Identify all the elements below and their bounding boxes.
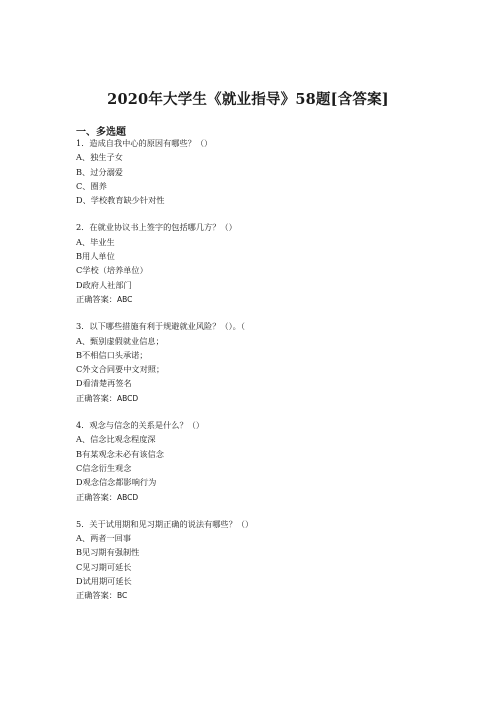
question-stem: 2．在就业协议书上签字的包括哪几方？（） <box>76 222 237 233</box>
correct-answer-value: ABC <box>116 294 133 304</box>
option-d: D、学校教育缺少针对性 <box>76 195 165 206</box>
option-b: B见习期有强制性 <box>76 547 140 558</box>
document-title: 2020年大学生《就业指导》58题[含答案] <box>107 91 389 108</box>
option-d: D试用期可延长 <box>76 576 132 587</box>
option-c: C见习期可延长 <box>76 561 132 572</box>
question-item-1 <box>76 136 456 207</box>
option-b: B不相信口头承诺； <box>76 349 148 360</box>
correct-answer-label: 正确答案： <box>76 491 117 502</box>
question-item-3 <box>76 319 456 405</box>
option-b: B、过分溺爱 <box>76 166 123 177</box>
correct-answer-value: ABCD <box>116 492 139 502</box>
question-stem: 1．造成自我中心的原因有哪些？（） <box>76 138 213 148</box>
option-a: A、毕业生 <box>76 236 115 247</box>
correct-answer-value: ABCD <box>116 393 139 403</box>
option-c: C学校（培养单位） <box>76 265 148 276</box>
question-item-2 <box>76 220 456 306</box>
question-stem: 4．观念与信念的关系是什么？（） <box>76 420 205 431</box>
option-a: A、两者一回事 <box>76 533 132 544</box>
option-b: B有某观念未必有该信念 <box>76 448 164 459</box>
option-d: D看清楚再签名 <box>76 378 132 389</box>
option-d: D政府人社部门 <box>76 279 132 290</box>
question-stem: 3．以下哪些措施有利于规避就业风险？（）。（ <box>76 321 245 332</box>
correct-answer-label: 正确答案： <box>76 392 117 403</box>
correct-answer <box>76 490 456 504</box>
question-list <box>76 136 456 616</box>
question-stem: 5．关于试用期和见习期正确的说法有哪些？（） <box>76 518 254 529</box>
correct-answer-label: 正确答案： <box>76 293 117 304</box>
correct-answer <box>76 588 456 602</box>
option-c: C、圈养 <box>76 180 107 191</box>
correct-answer <box>76 292 456 306</box>
question-item-5 <box>76 517 456 603</box>
correct-answer <box>76 391 456 405</box>
option-a: A、信念比观念程度深 <box>76 434 156 445</box>
option-a: A、甄别虚假就业信息； <box>76 335 164 346</box>
option-c: C外文合同要中文对照； <box>76 364 165 375</box>
option-b: B用人单位 <box>76 251 115 262</box>
section-heading: 一、多选题 <box>76 127 126 138</box>
option-d: D观念信念都影响行为 <box>76 477 157 488</box>
option-c: C信念衍生观念 <box>76 462 132 473</box>
correct-answer-value: BC <box>116 591 128 601</box>
question-item-4 <box>76 418 456 504</box>
option-a: A、独生子女 <box>76 152 123 163</box>
correct-answer-label: 正确答案： <box>76 590 117 601</box>
